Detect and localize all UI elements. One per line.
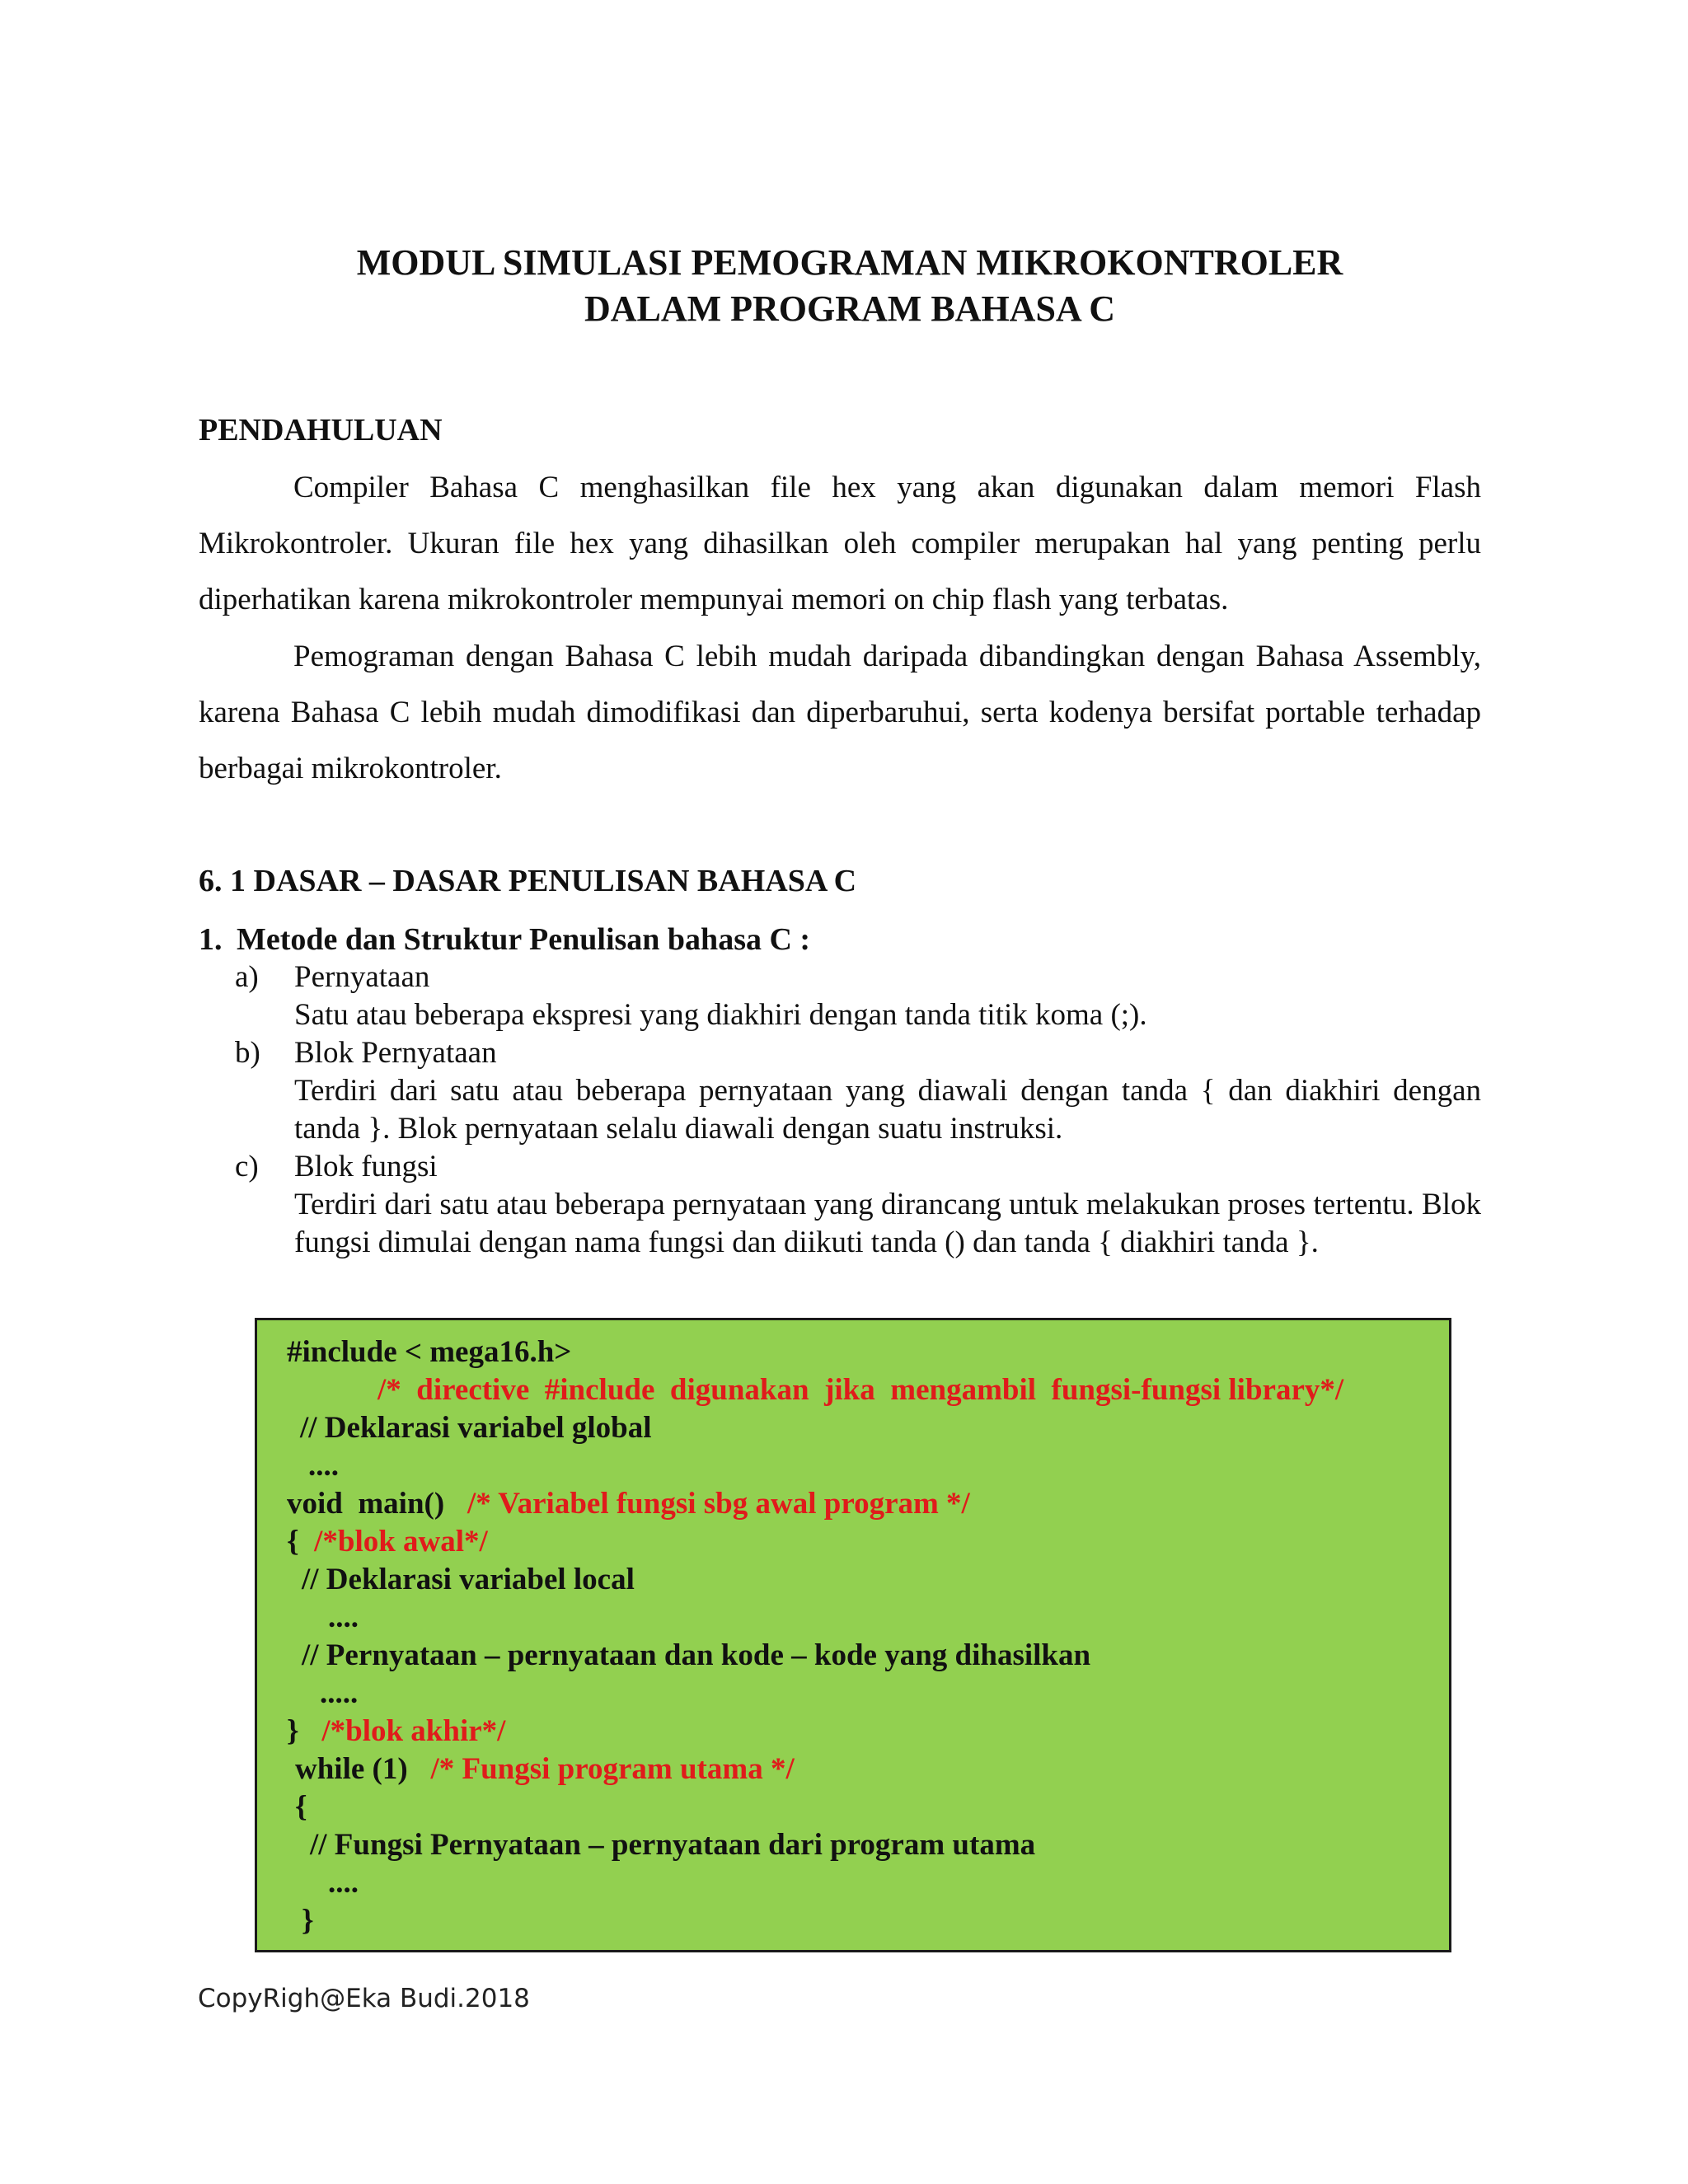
- code-example-box: [255, 1318, 1451, 1952]
- code-line: [377, 1371, 1343, 1409]
- code-comment: /*blok awal*/: [314, 1525, 488, 1558]
- section-subheading: [199, 921, 810, 958]
- document-title-line-2: DALAM PROGRAM BAHASA C: [584, 288, 1116, 329]
- code-comment: /*blok akhir*/: [321, 1714, 506, 1748]
- code-line: [302, 1637, 1090, 1675]
- list-item-marker-c: c): [235, 1150, 259, 1183]
- footer-copyright: CopyRigh@Eka Budi.2018: [198, 1984, 530, 2013]
- code-text: .....: [320, 1676, 359, 1710]
- list-item-title-a: Pernyataan: [294, 960, 430, 994]
- code-comment: /* directive #include digunakan jika mengambil fungsi-fungsi library*/: [377, 1373, 1344, 1407]
- subheading-number: 1.: [199, 922, 223, 957]
- code-text: #include < mega16.h>: [287, 1335, 572, 1369]
- subheading-text: Metode dan Struktur Penulisan bahasa C :: [237, 922, 811, 957]
- code-text: ....: [328, 1866, 359, 1900]
- intro-paragraph-2-text: Pemograman dengan Bahasa C lebih mudah daripada dibandingkan dengan Bahasa Assembly, karena Bahasa C lebih mudah dimodifikasi dan diperbaruhui, serta kodenya bersifat portable terhadap berbagai mikrokontroler.: [199, 640, 1481, 785]
- list-item-marker-a: a): [235, 960, 259, 994]
- intro-paragraph-1-text: Compiler Bahasa C menghasilkan file hex yang akan digunakan dalam memori Flash Mikrokontroler. Ukuran file hex yang dihasilkan oleh compiler merupakan hal yang penting perlu diperhatikan karena mikrokontroler mempunyai memori on chip flash yang terbatas.: [199, 471, 1481, 616]
- code-line: [302, 1561, 635, 1599]
- code-comment: /* Fungsi program utama */: [430, 1752, 795, 1786]
- code-line: [287, 1333, 571, 1371]
- list-item-title-b: Blok Pernyataan: [294, 1036, 497, 1070]
- code-comment: /* Variabel fungsi sbg awal program */: [467, 1487, 970, 1521]
- document-title-line-1: MODUL SIMULASI PEMOGRAMAN MIKROKONTROLER: [356, 242, 1343, 283]
- code-text: }: [302, 1904, 314, 1938]
- code-line: [310, 1826, 1035, 1864]
- code-line: [287, 1713, 505, 1750]
- intro-paragraph-1: [199, 460, 1481, 628]
- code-text: }: [287, 1714, 322, 1748]
- section-heading: 6. 1 DASAR – DASAR PENULISAN BAHASA C: [199, 864, 857, 898]
- code-line: [287, 1485, 970, 1523]
- code-text: ....: [328, 1601, 359, 1634]
- list-item-body-c: Terdiri dari satu atau beberapa pernyataan yang dirancang untuk melakukan proses tertentu. Blok fungsi dimulai dengan nama fungsi dan diikuti tanda () dan tanda { diakhiri tanda }.: [294, 1188, 1481, 1259]
- code-text: void main(): [287, 1487, 467, 1521]
- code-line: [328, 1864, 359, 1902]
- list-item-body-a: Satu atau beberapa ekspresi yang diakhiri dengan tanda titik koma (;).: [294, 998, 1147, 1032]
- code-text: // Fungsi Pernyataan – pernyataan dari program utama: [310, 1828, 1036, 1862]
- intro-paragraph-2: [199, 629, 1481, 797]
- code-text: // Pernyataan – pernyataan dan kode – kode yang dihasilkan: [302, 1638, 1091, 1672]
- code-line: [302, 1902, 314, 1940]
- code-text: {: [295, 1790, 307, 1824]
- list-item-marker-b: b): [235, 1036, 260, 1070]
- code-text: while (1): [295, 1752, 431, 1786]
- code-line: [300, 1409, 652, 1447]
- code-line: [295, 1788, 307, 1826]
- code-text: // Deklarasi variabel local: [302, 1563, 635, 1596]
- code-text: {: [287, 1525, 315, 1558]
- code-line: [295, 1750, 795, 1788]
- code-line: [287, 1523, 488, 1561]
- code-text: // Deklarasi variabel global: [300, 1411, 652, 1445]
- code-line: [320, 1675, 358, 1713]
- code-line: [328, 1599, 359, 1637]
- list-item-body-b: Terdiri dari satu atau beberapa pernyataan yang diawali dengan tanda { dan diakhiri dengan tanda }. Blok pernyataan selalu diawali dengan suatu instruksi.: [294, 1074, 1481, 1146]
- code-text: ....: [308, 1449, 339, 1483]
- intro-heading: PENDAHULUAN: [199, 413, 443, 448]
- code-line: [308, 1447, 339, 1485]
- list-item-title-c: Blok fungsi: [294, 1150, 438, 1183]
